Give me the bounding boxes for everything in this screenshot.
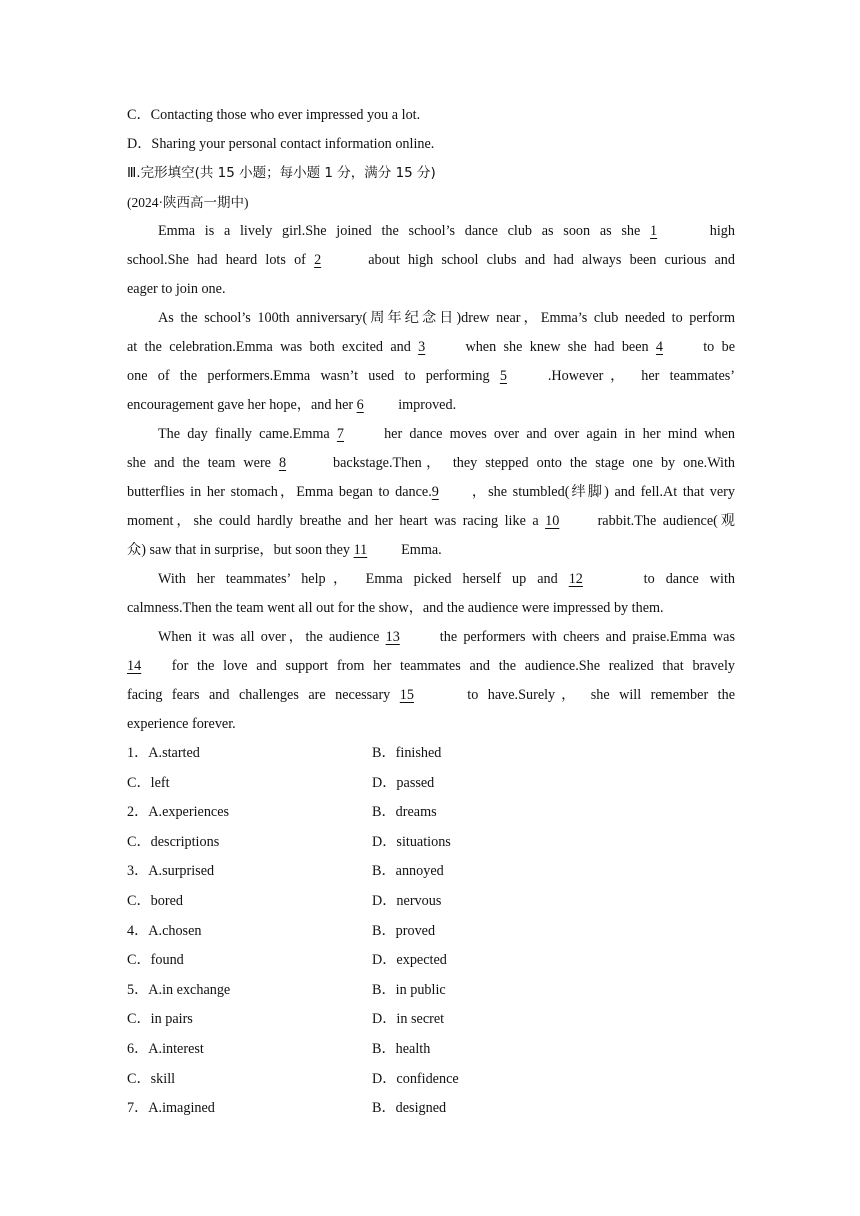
option-right: B．in public	[372, 981, 446, 998]
option-right: B．dreams	[372, 804, 437, 821]
blank-13: 13	[385, 629, 400, 645]
option-right: B．finished	[372, 745, 442, 761]
passage-line: With her teammates’ help， Emma picked herself up and 12 to dance with	[127, 565, 735, 594]
option-row	[127, 857, 735, 887]
option-row	[127, 1005, 735, 1035]
option-left: 2．A.experiences	[127, 804, 230, 821]
blank-3: 3	[418, 339, 426, 355]
blank-11: 11	[353, 542, 368, 558]
previous-option-c: C．Contacting those who ever impressed you a lot.	[127, 107, 421, 123]
option-left: 1．A.started	[127, 745, 200, 761]
passage-line: Emma is a lively girl.She joined the school’s dance club as soon as she 1 high	[127, 217, 735, 246]
option-left: C．found	[127, 952, 184, 969]
option-right: B．annoyed	[372, 863, 444, 880]
option-right: D．passed	[372, 774, 435, 791]
passage-line: calmness.Then the team went all out for the show，and the audience were impressed by them.	[127, 600, 664, 616]
passage-line: encouragement gave her hope，and her 6 improved.	[127, 391, 735, 420]
passage-line: facing fears and challenges are necessary 15 to have.Surely， she will remember the	[127, 681, 735, 710]
passage-line: moment，she could hardly breathe and her heart was racing like a 10 rabbit.The audience(观	[127, 507, 735, 536]
passage-line: When it was all over，the audience 13 the performers with cheers and praise.Emma was	[127, 623, 735, 652]
passage-line: she and the team were 8 backstage.Then， they stepped onto the stage one by one.With	[127, 449, 735, 478]
blank-6: 6	[356, 397, 364, 413]
blank-5: 5	[499, 368, 507, 384]
passage-line: school.She had heard lots of 2 about high school clubs and had always been curious and	[127, 246, 735, 275]
option-row	[127, 769, 735, 799]
passage-line: 众) saw that in surprise，but soon they 11 Emma.	[127, 536, 735, 565]
passage-line: one of the performers.Emma wasn’t used to performing 5 .However， her teammates’	[127, 362, 735, 391]
option-left: 6．A.interest	[127, 1040, 204, 1057]
option-row	[127, 976, 735, 1006]
passage-line: eager to join one.	[127, 281, 226, 297]
blank-7: 7	[336, 426, 344, 442]
option-row	[127, 1094, 735, 1124]
option-right: D．expected	[372, 952, 447, 969]
passage-line: As the school’s 100th anniversary(周年纪念日)drew near，Emma’s club needed to perform	[158, 310, 735, 326]
passage-line: at the celebration.Emma was both excited and 3 when she knew she had been 4 to be	[127, 333, 735, 362]
blank-4: 4	[655, 339, 664, 355]
option-left: 3．A.surprised	[127, 863, 215, 880]
option-row	[127, 1065, 735, 1095]
option-left: 4．A.chosen	[127, 922, 202, 939]
option-row	[127, 917, 735, 947]
option-left: 5．A.in exchange	[127, 981, 231, 998]
option-right: D．nervous	[372, 892, 442, 909]
option-row	[127, 887, 735, 917]
option-left: C．in pairs	[127, 1011, 193, 1028]
option-left: C．left	[127, 774, 170, 791]
blank-12: 12	[568, 571, 583, 587]
option-row	[127, 798, 735, 828]
passage-line: 14 for the love and support from her teammates and the audience.She realized that bravely	[127, 652, 735, 681]
blank-14: 14	[127, 658, 142, 674]
option-row	[127, 739, 735, 769]
option-left: C．bored	[127, 892, 183, 909]
passage-line: experience forever.	[127, 716, 236, 732]
option-row	[127, 1035, 735, 1065]
option-row	[127, 946, 735, 976]
passage-line: The day finally came.Emma 7 her dance moves over and over again in her mind when	[127, 420, 735, 449]
blank-2: 2	[314, 252, 322, 268]
option-right: B．designed	[372, 1100, 447, 1117]
option-right: B．proved	[372, 922, 436, 939]
passage-line: butterflies in her stomach，Emma began to dance.9 ，she stumbled(绊脚) and fell.At that very	[127, 478, 735, 507]
option-right: D．in secret	[372, 1011, 445, 1028]
section-title: Ⅲ.完形填空(共 15 小题；每小题 1 分，满分 15 分)	[127, 165, 436, 181]
option-row	[127, 828, 735, 858]
option-left: C．skill	[127, 1070, 176, 1087]
blank-1: 1	[650, 223, 658, 239]
option-right: D．situations	[372, 833, 451, 850]
option-left: 7．A.imagined	[127, 1100, 215, 1117]
option-right: D．confidence	[372, 1070, 459, 1087]
previous-option-d: D．Sharing your personal contact information online.	[127, 136, 435, 152]
blank-10: 10	[545, 513, 560, 529]
option-right: B．health	[372, 1040, 431, 1057]
answer-options	[127, 739, 735, 1124]
blank-15: 15	[399, 687, 414, 703]
blank-9: 9	[431, 484, 439, 500]
option-left: C．descriptions	[127, 833, 220, 850]
question-source: (2024·陕西高一期中)	[127, 195, 249, 210]
blank-8: 8	[279, 455, 287, 471]
document-page	[127, 101, 735, 1124]
